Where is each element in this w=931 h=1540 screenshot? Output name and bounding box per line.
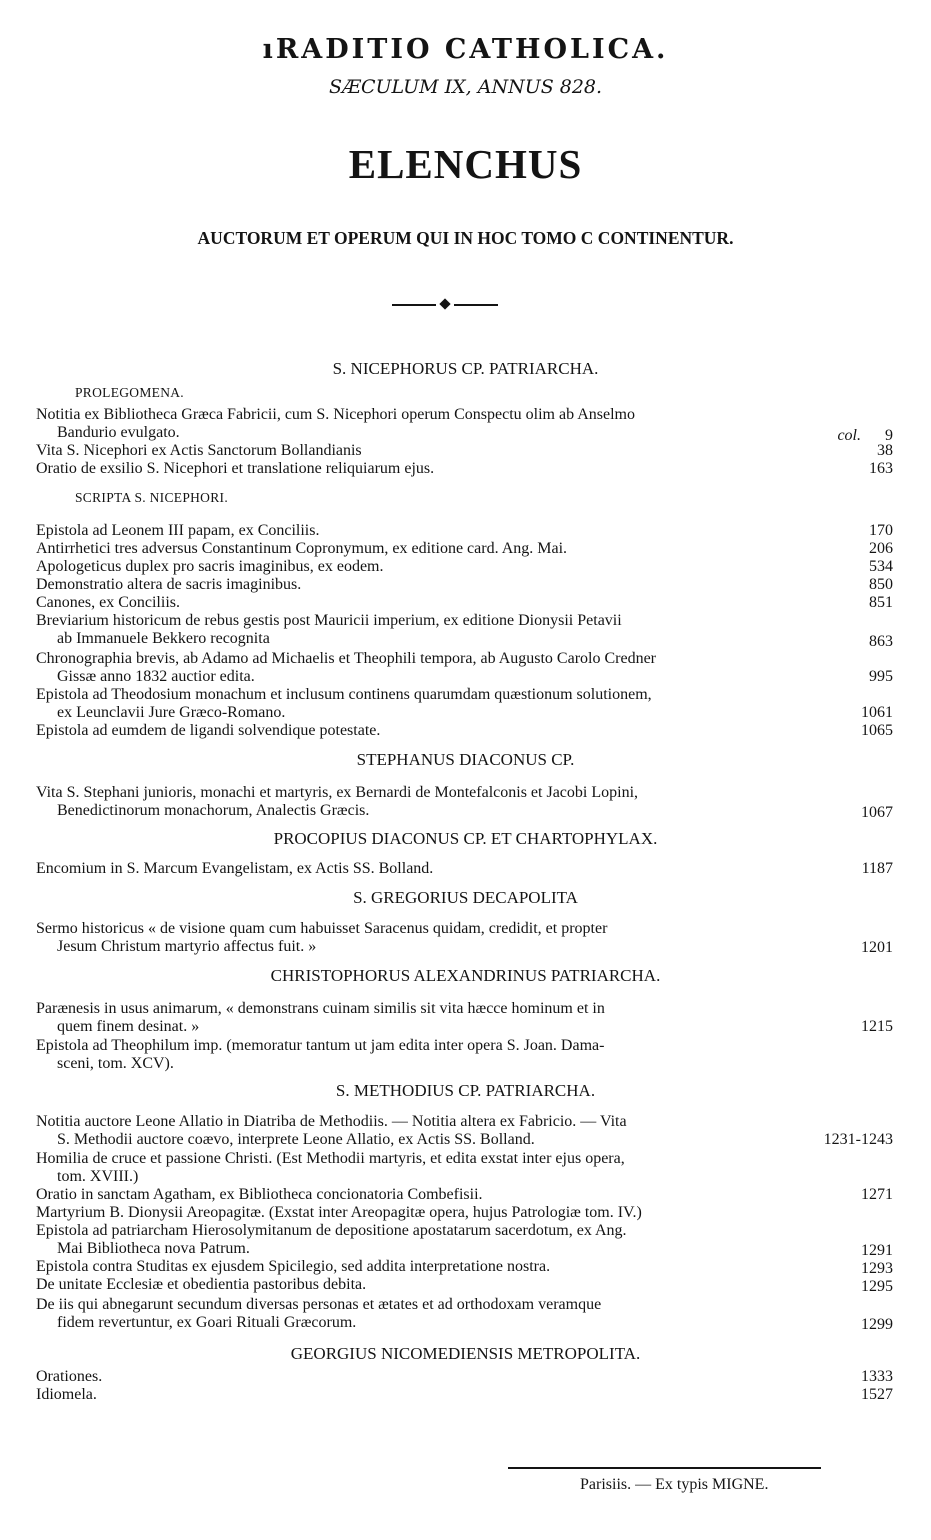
- entry-line: De unitate Ecclesiæ et obedientia pastoribus debita.: [36, 1276, 367, 1293]
- subheading-scripta: SCRIPTA S. NICEPHORI.: [75, 490, 229, 505]
- collection-title: ıRADITIO CATHOLICA.: [262, 34, 669, 65]
- entry-line: Benedictinorum monachorum, Analectis Græcis.: [57, 802, 370, 819]
- entry-line: fidem revertuntur, ex Goari Rituali Græcorum.: [57, 1314, 357, 1331]
- entry-line: Oratio de exsilio S. Nicephori et translatione reliquiarum ejus.: [36, 460, 435, 477]
- page-number: 38: [877, 442, 893, 459]
- section-heading-georgius: GEORGIUS NICOMEDIENSIS METROPOLITA.: [290, 1344, 641, 1363]
- page-number: 1067: [861, 804, 893, 821]
- entry-line: Antirrhetici tres adversus Constantinum Copronymum, ex editione card. Ang. Mai.: [36, 540, 568, 557]
- section-heading-nicephorus: S. NICEPHORUS CP. PATRIARCHA.: [332, 359, 599, 378]
- section-heading-procopius: PROCOPIUS DIACONUS CP. ET CHARTOPHYLAX.: [273, 829, 658, 848]
- page-number: 163: [869, 460, 893, 477]
- page-number: 9: [885, 427, 893, 444]
- entry-line: Jesum Christum martyrio affectus fuit. »: [57, 938, 317, 955]
- entry-line: S. Methodii auctore coævo, interprete Leone Allatio, ex Actis SS. Bolland.: [57, 1131, 535, 1148]
- section-heading-methodius: S. METHODIUS CP. PATRIARCHA.: [335, 1081, 596, 1100]
- page-number: 206: [869, 540, 893, 557]
- entry-line: Breviarium historicum de rebus gestis post Mauricii imperium, ex editione Dionysii Petavii: [36, 612, 622, 629]
- page-number: 995: [869, 668, 893, 685]
- entry-line: Epistola ad eumdem de ligandi solvendique potestate.: [36, 722, 381, 739]
- section-heading-gregorius: S. GREGORIUS DECAPOLITA: [353, 888, 578, 907]
- century-year-subtitle: SÆCULUM IX, ANNUS 828.: [328, 76, 603, 98]
- entry-line: tom. XVIII.): [57, 1168, 139, 1185]
- page-number: 1291: [861, 1242, 893, 1259]
- entry-line: Notitia ex Bibliotheca Græca Fabricii, cum S. Nicephori operum Conspectu olim ab Anselmo: [36, 406, 635, 423]
- main-heading: ELENCHUS: [348, 141, 583, 187]
- entry-line: Apologeticus duplex pro sacris imaginibus, ex eodem.: [36, 558, 384, 575]
- entry-line: Oratio in sanctam Agatham, ex Bibliotheca concionatoria Combefisii.: [36, 1186, 483, 1203]
- page-number: 1271: [861, 1186, 893, 1203]
- entry-line: Sermo historicus « de visione quam cum habuisset Saracenus quidam, credidit, et propter: [36, 920, 608, 937]
- entry-line: Notitia auctore Leone Allatio in Diatriba de Methodiis. — Notitia altera ex Fabricio. — Vita: [36, 1113, 627, 1130]
- page-number: 851: [869, 594, 893, 611]
- page-number: 1299: [861, 1316, 893, 1333]
- entry-line: Mai Bibliotheca nova Patrum.: [57, 1240, 250, 1257]
- entry-line: ab Immanuele Bekkero recognita: [57, 630, 270, 647]
- footer-rule: [508, 1467, 821, 1469]
- entry-line: De iis qui abnegarunt secundum diversas personas et ætates et ad orthodoxam veramque: [36, 1296, 602, 1313]
- entry-line: Chronographia brevis, ab Adamo ad Michaelis et Theophili tempora, ab Augusto Carolo Credner: [36, 650, 657, 667]
- entry-line: ex Leunclavii Jure Græco-Romano.: [57, 704, 286, 721]
- entry-line: Epistola ad Theodosium monachum et inclusum continens quarumdam quæstionum solutionem,: [36, 686, 652, 703]
- page-number: 1215: [861, 1018, 893, 1035]
- section-heading-stephanus: STEPHANUS DIACONUS CP.: [356, 750, 575, 769]
- entry-line: Bandurio evulgato.: [57, 424, 180, 441]
- page-number: 1293: [861, 1260, 893, 1277]
- entry-line: Orationes.: [36, 1368, 103, 1385]
- entry-line: Epistola contra Studitas ex ejusdem Spicilegio, sed addita interpretatione nostra.: [36, 1258, 551, 1275]
- section-heading-christophorus: CHRISTOPHORUS ALEXANDRINUS PATRIARCHA.: [270, 966, 661, 985]
- entry-line: Epistola ad Theophilum imp. (memoratur tantum ut jam edita inter opera S. Joan. Dama-: [36, 1037, 605, 1054]
- entry-line: quem finem desinat. »: [57, 1018, 200, 1035]
- entry-line: Parænesis in usus animarum, « demonstrans cuinam similis sit vita hæcce hominum et in: [36, 1000, 605, 1017]
- entry-line: Homilia de cruce et passione Christi. (Est Methodii martyris, et edita exstat inter ejus opera,: [36, 1150, 625, 1167]
- entry-line: Epistola ad Leonem III papam, ex Conciliis.: [36, 522, 320, 539]
- entry-line: sceni, tom. XCV).: [57, 1055, 174, 1072]
- printer-imprint: Parisiis. — Ex typis MIGNE.: [580, 1476, 769, 1493]
- page-number: 850: [869, 576, 893, 593]
- page-number: 1231-1243: [823, 1131, 893, 1148]
- entry-line: Idiomela.: [36, 1386, 97, 1403]
- ornament-divider: [392, 300, 500, 310]
- entry-line: Martyrium B. Dionysii Areopagitæ. (Exstat inter Areopagitæ opera, hujus Patrologiæ tom. IV.): [36, 1204, 642, 1221]
- entry-line: Vita S. Stephani junioris, monachi et martyris, ex Bernardi de Montefalconis et Jacobi Lopini,: [36, 784, 639, 801]
- entry-line: Encomium in S. Marcum Evangelistam, ex Actis SS. Bolland.: [36, 860, 434, 877]
- entry-line: Demonstratio altera de sacris imaginibus.: [36, 576, 302, 593]
- subheading-prolegomena: PROLEGOMENA.: [75, 385, 184, 400]
- page-number: 1061: [861, 704, 893, 721]
- page-number: 863: [869, 633, 893, 650]
- entry-line: Canones, ex Conciliis.: [36, 594, 180, 611]
- entry-line: Epistola ad patriarcham Hierosolymitanum de depositione apostatarum sacerdotum, ex Ang.: [36, 1222, 627, 1239]
- page-number: 1333: [861, 1368, 893, 1385]
- page-number: 534: [869, 558, 893, 575]
- entry-line: Gissæ anno 1832 auctior edita.: [57, 668, 255, 685]
- col-prefix: col.: [837, 427, 861, 444]
- entry-line: Vita S. Nicephori ex Actis Sanctorum Bollandianis: [36, 442, 362, 459]
- page-number: 1187: [861, 860, 893, 877]
- page-number: 170: [869, 522, 893, 539]
- page-number: 1201: [861, 939, 893, 956]
- page-number: 1295: [861, 1278, 893, 1295]
- contents-subheading: AUCTORUM ET OPERUM QUI IN HOC TOMO C CONTINENTUR.: [197, 228, 734, 248]
- page-number: 1527: [861, 1386, 893, 1403]
- page-number: 1065: [861, 722, 893, 739]
